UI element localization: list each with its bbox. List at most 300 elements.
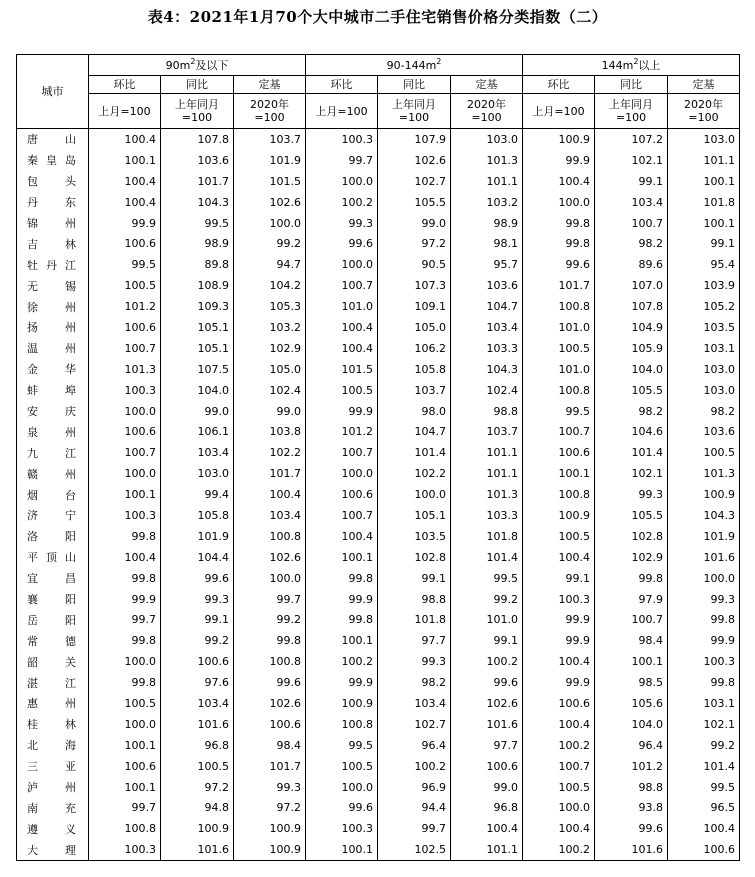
index-value: 99.6 <box>523 254 595 275</box>
index-value: 101.1 <box>451 839 523 860</box>
index-value: 105.5 <box>378 192 451 213</box>
index-value: 99.8 <box>523 213 595 234</box>
index-value: 100.0 <box>523 192 595 213</box>
city-name: 泉州 <box>17 421 89 442</box>
index-value: 94.8 <box>161 798 234 819</box>
index-value: 101.8 <box>668 192 740 213</box>
index-value: 100.7 <box>89 442 161 463</box>
index-value: 105.0 <box>234 359 306 380</box>
table-row <box>17 484 740 505</box>
table-row <box>17 651 740 672</box>
index-value: 99.5 <box>161 213 234 234</box>
base-header-line: 2020年 <box>467 98 506 111</box>
index-value: 99.8 <box>89 672 161 693</box>
index-value: 103.7 <box>378 380 451 401</box>
index-value: 99.8 <box>668 672 740 693</box>
index-value: 102.2 <box>234 442 306 463</box>
index-value: 104.4 <box>161 547 234 568</box>
index-value: 101.2 <box>595 756 668 777</box>
index-value: 100.4 <box>523 714 595 735</box>
table-row <box>17 150 740 171</box>
city-name: 洛阳 <box>17 526 89 547</box>
index-value: 100.2 <box>306 192 378 213</box>
index-value: 101.6 <box>451 714 523 735</box>
index-value: 100.5 <box>523 526 595 547</box>
city-name: 包头 <box>17 171 89 192</box>
index-value: 100.4 <box>89 129 161 150</box>
index-value: 102.6 <box>378 150 451 171</box>
index-value: 100.7 <box>306 505 378 526</box>
index-value: 100.7 <box>306 442 378 463</box>
index-value: 102.1 <box>595 150 668 171</box>
index-value: 107.9 <box>378 129 451 150</box>
city-name: 韶关 <box>17 651 89 672</box>
index-value: 104.3 <box>451 359 523 380</box>
index-value: 99.1 <box>523 568 595 589</box>
index-value: 100.0 <box>234 568 306 589</box>
city-name: 徐州 <box>17 296 89 317</box>
index-value: 101.1 <box>668 150 740 171</box>
index-value: 103.0 <box>668 359 740 380</box>
index-value: 99.1 <box>451 630 523 651</box>
index-value: 101.9 <box>668 526 740 547</box>
table-row <box>17 401 740 422</box>
index-value: 99.2 <box>234 233 306 254</box>
index-value: 99.9 <box>306 672 378 693</box>
index-value: 109.3 <box>161 296 234 317</box>
index-value: 102.1 <box>595 463 668 484</box>
index-value: 95.4 <box>668 254 740 275</box>
index-value: 99.5 <box>306 735 378 756</box>
city-name: 蚌埠 <box>17 380 89 401</box>
index-value: 99.8 <box>89 526 161 547</box>
index-value: 99.7 <box>234 589 306 610</box>
index-value: 103.2 <box>234 317 306 338</box>
group-header-small: $90m^2$及以下 <box>89 55 306 76</box>
index-value: 99.3 <box>595 484 668 505</box>
index-value: 100.8 <box>523 484 595 505</box>
index-value: 99.8 <box>595 568 668 589</box>
index-value: 101.6 <box>161 714 234 735</box>
index-value: 101.8 <box>378 609 451 630</box>
index-value: 97.6 <box>161 672 234 693</box>
index-value: 100.4 <box>523 171 595 192</box>
index-value: 103.4 <box>234 505 306 526</box>
index-value: 100.3 <box>89 505 161 526</box>
city-name: 大理 <box>17 839 89 860</box>
table-row <box>17 756 740 777</box>
index-value: 99.3 <box>161 589 234 610</box>
index-value: 103.3 <box>451 505 523 526</box>
index-value: 99.9 <box>89 589 161 610</box>
city-name: 宜昌 <box>17 568 89 589</box>
index-value: 101.0 <box>523 317 595 338</box>
index-value: 100.6 <box>523 693 595 714</box>
index-value: 100.6 <box>234 714 306 735</box>
city-name: 遵义 <box>17 818 89 839</box>
index-value: 104.3 <box>668 505 740 526</box>
city-name: 吉林 <box>17 233 89 254</box>
index-value: 102.8 <box>378 547 451 568</box>
city-name: 平顶山 <box>17 547 89 568</box>
index-value: 103.4 <box>161 442 234 463</box>
base-header-line: 2020年 <box>250 98 289 111</box>
index-value: 96.8 <box>451 798 523 819</box>
index-value: 102.7 <box>378 171 451 192</box>
index-value: 100.7 <box>306 275 378 296</box>
index-value: 101.3 <box>451 484 523 505</box>
index-value: 100.0 <box>234 213 306 234</box>
base-header-line: 2020年 <box>684 98 723 111</box>
index-value: 101.3 <box>668 463 740 484</box>
index-value: 103.0 <box>161 463 234 484</box>
index-value: 100.1 <box>523 463 595 484</box>
base-header-line: 上年同月 <box>609 98 653 111</box>
index-value: 98.9 <box>451 213 523 234</box>
index-value: 105.0 <box>378 317 451 338</box>
city-name: 九江 <box>17 442 89 463</box>
index-value: 100.4 <box>451 818 523 839</box>
index-value: 103.5 <box>668 317 740 338</box>
index-value: 100.8 <box>89 818 161 839</box>
index-value: 100.5 <box>89 275 161 296</box>
index-value: 106.1 <box>161 421 234 442</box>
table-row <box>17 421 740 442</box>
index-value: 103.7 <box>451 421 523 442</box>
index-value: 94.4 <box>378 798 451 819</box>
index-value: 104.7 <box>378 421 451 442</box>
index-value: 100.2 <box>306 651 378 672</box>
city-name: 南充 <box>17 798 89 819</box>
index-value: 105.5 <box>595 380 668 401</box>
table-row <box>17 839 740 860</box>
index-value: 101.9 <box>234 150 306 171</box>
index-value: 100.0 <box>89 714 161 735</box>
index-value: 99.3 <box>668 589 740 610</box>
index-value: 100.0 <box>668 568 740 589</box>
base-header <box>161 94 234 129</box>
index-value: 101.5 <box>306 359 378 380</box>
base-header <box>523 94 595 129</box>
index-value: 107.8 <box>595 296 668 317</box>
index-value: 100.4 <box>523 547 595 568</box>
index-value: 100.4 <box>523 818 595 839</box>
table-row <box>17 359 740 380</box>
index-value: 100.0 <box>378 484 451 505</box>
city-name: 济宁 <box>17 505 89 526</box>
city-name: 北海 <box>17 735 89 756</box>
table-row <box>17 442 740 463</box>
index-value: 100.9 <box>523 129 595 150</box>
index-value: 100.1 <box>89 735 161 756</box>
index-value: 100.6 <box>668 839 740 860</box>
index-value: 98.2 <box>595 401 668 422</box>
index-value: 103.7 <box>234 129 306 150</box>
index-value: 100.7 <box>595 213 668 234</box>
index-value: 102.6 <box>451 693 523 714</box>
index-value: 103.1 <box>668 693 740 714</box>
index-value: 100.6 <box>161 651 234 672</box>
index-value: 105.8 <box>378 359 451 380</box>
index-value: 99.7 <box>378 818 451 839</box>
index-value: 100.1 <box>89 484 161 505</box>
base-header-line: 上月=100 <box>98 104 151 118</box>
index-value: 100.0 <box>306 777 378 798</box>
base-header-line: =100 <box>398 111 430 124</box>
index-value: 101.6 <box>668 547 740 568</box>
index-value: 98.5 <box>595 672 668 693</box>
index-value: 99.5 <box>89 254 161 275</box>
index-value: 100.0 <box>89 651 161 672</box>
index-value: 96.8 <box>161 735 234 756</box>
index-value: 98.4 <box>595 630 668 651</box>
group-header-medium: $90-144m^2$ <box>306 55 523 76</box>
sub-header: 环比 <box>306 76 378 94</box>
base-header-line: =100 <box>615 111 647 124</box>
base-header-line: 上月=100 <box>315 104 368 118</box>
index-value: 100.7 <box>523 756 595 777</box>
index-value: 101.0 <box>523 359 595 380</box>
index-value: 100.0 <box>89 401 161 422</box>
index-value: 96.5 <box>668 798 740 819</box>
index-value: 104.0 <box>595 359 668 380</box>
index-value: 101.8 <box>451 526 523 547</box>
index-value: 99.7 <box>89 609 161 630</box>
index-value: 96.9 <box>378 777 451 798</box>
index-value: 100.0 <box>523 798 595 819</box>
index-value: 100.5 <box>306 756 378 777</box>
table-row <box>17 233 740 254</box>
index-value: 99.8 <box>234 630 306 651</box>
table-row <box>17 693 740 714</box>
index-value: 99.8 <box>668 609 740 630</box>
city-name: 惠州 <box>17 693 89 714</box>
index-value: 100.3 <box>668 651 740 672</box>
base-header <box>306 94 378 129</box>
city-column-header: 城市 <box>17 55 89 129</box>
index-value: 100.9 <box>306 693 378 714</box>
index-value: 100.8 <box>523 380 595 401</box>
index-value: 100.4 <box>668 818 740 839</box>
index-value: 100.1 <box>306 547 378 568</box>
table-row <box>17 609 740 630</box>
index-value: 101.9 <box>161 526 234 547</box>
table-row <box>17 735 740 756</box>
index-value: 102.1 <box>668 714 740 735</box>
index-value: 105.1 <box>161 317 234 338</box>
index-value: 98.8 <box>378 589 451 610</box>
index-value: 100.0 <box>306 171 378 192</box>
index-value: 103.6 <box>668 421 740 442</box>
city-name: 烟台 <box>17 484 89 505</box>
base-header <box>595 94 668 129</box>
index-value: 103.0 <box>668 129 740 150</box>
index-value: 102.4 <box>451 380 523 401</box>
index-value: 101.4 <box>451 547 523 568</box>
index-value: 101.2 <box>306 421 378 442</box>
index-value: 99.7 <box>89 798 161 819</box>
index-value: 89.8 <box>161 254 234 275</box>
city-name: 金华 <box>17 359 89 380</box>
index-value: 99.1 <box>595 171 668 192</box>
base-header <box>89 94 161 129</box>
index-value: 99.8 <box>89 568 161 589</box>
table-row <box>17 798 740 819</box>
index-value: 93.8 <box>595 798 668 819</box>
table-row <box>17 463 740 484</box>
index-value: 102.9 <box>234 338 306 359</box>
city-name: 安庆 <box>17 401 89 422</box>
table-row <box>17 192 740 213</box>
city-name: 泸州 <box>17 777 89 798</box>
table-row <box>17 777 740 798</box>
index-value: 97.7 <box>378 630 451 651</box>
city-name: 秦皇岛 <box>17 150 89 171</box>
table-row <box>17 568 740 589</box>
index-value: 99.9 <box>306 401 378 422</box>
index-value: 99.9 <box>306 589 378 610</box>
base-header-line: =100 <box>471 111 502 124</box>
index-value: 99.8 <box>523 233 595 254</box>
index-value: 99.6 <box>161 568 234 589</box>
table-row <box>17 630 740 651</box>
base-header-line: 上年同月 <box>175 98 219 111</box>
index-value: 100.0 <box>89 463 161 484</box>
index-value: 97.7 <box>451 735 523 756</box>
index-value: 100.5 <box>523 777 595 798</box>
index-value: 101.7 <box>161 171 234 192</box>
index-value: 103.5 <box>378 526 451 547</box>
price-index-table <box>16 54 740 861</box>
index-value: 100.4 <box>306 317 378 338</box>
index-value: 101.1 <box>451 171 523 192</box>
index-value: 101.6 <box>161 839 234 860</box>
table-row <box>17 296 740 317</box>
index-value: 99.6 <box>306 233 378 254</box>
city-name: 扬州 <box>17 317 89 338</box>
index-value: 96.4 <box>378 735 451 756</box>
index-value: 99.2 <box>161 630 234 651</box>
index-value: 89.6 <box>595 254 668 275</box>
index-value: 100.6 <box>89 317 161 338</box>
index-value: 100.9 <box>234 839 306 860</box>
table-title: 表4：2021年1月70个大中城市二手住宅销售价格分类指数（二） <box>147 8 608 26</box>
table-row <box>17 338 740 359</box>
table-row <box>17 589 740 610</box>
index-value: 100.4 <box>523 651 595 672</box>
index-value: 107.0 <box>595 275 668 296</box>
index-value: 103.0 <box>668 380 740 401</box>
index-value: 94.7 <box>234 254 306 275</box>
index-value: 105.6 <box>595 693 668 714</box>
index-value: 98.9 <box>161 233 234 254</box>
index-value: 102.2 <box>378 463 451 484</box>
index-value: 101.4 <box>668 756 740 777</box>
index-value: 102.8 <box>595 526 668 547</box>
index-value: 105.1 <box>378 505 451 526</box>
index-value: 100.4 <box>306 338 378 359</box>
index-value: 100.3 <box>306 818 378 839</box>
index-value: 101.5 <box>234 171 306 192</box>
index-value: 103.4 <box>161 693 234 714</box>
index-value: 104.2 <box>234 275 306 296</box>
index-value: 100.6 <box>89 756 161 777</box>
index-value: 100.7 <box>523 421 595 442</box>
index-value: 99.9 <box>523 150 595 171</box>
index-value: 104.0 <box>161 380 234 401</box>
city-name: 赣州 <box>17 463 89 484</box>
city-name: 三亚 <box>17 756 89 777</box>
index-value: 99.0 <box>378 213 451 234</box>
index-value: 103.4 <box>451 317 523 338</box>
index-value: 100.2 <box>523 735 595 756</box>
index-value: 105.3 <box>234 296 306 317</box>
index-value: 98.0 <box>378 401 451 422</box>
index-value: 107.3 <box>378 275 451 296</box>
index-value: 97.2 <box>234 798 306 819</box>
index-value: 99.2 <box>451 589 523 610</box>
index-value: 100.3 <box>523 589 595 610</box>
index-value: 102.7 <box>378 714 451 735</box>
city-name: 襄阳 <box>17 589 89 610</box>
index-value: 103.1 <box>668 338 740 359</box>
index-value: 99.0 <box>234 401 306 422</box>
index-value: 101.6 <box>595 839 668 860</box>
index-value: 99.9 <box>523 672 595 693</box>
base-header <box>668 94 740 129</box>
index-value: 103.2 <box>451 192 523 213</box>
index-value: 101.7 <box>234 463 306 484</box>
table-row <box>17 129 740 150</box>
index-value: 100.1 <box>306 630 378 651</box>
table-row <box>17 526 740 547</box>
index-value: 99.1 <box>378 568 451 589</box>
index-value: 100.1 <box>89 150 161 171</box>
index-value: 100.7 <box>89 338 161 359</box>
index-value: 101.3 <box>451 150 523 171</box>
index-value: 104.9 <box>595 317 668 338</box>
index-value: 108.9 <box>161 275 234 296</box>
index-value: 100.1 <box>306 839 378 860</box>
table-row <box>17 505 740 526</box>
index-value: 96.4 <box>595 735 668 756</box>
index-value: 99.6 <box>234 672 306 693</box>
index-value: 99.3 <box>306 213 378 234</box>
index-value: 100.1 <box>595 651 668 672</box>
group-header-large: $144m^2$以上 <box>523 55 740 76</box>
city-name: 常德 <box>17 630 89 651</box>
base-header <box>234 94 306 129</box>
index-value: 100.1 <box>668 213 740 234</box>
table-row <box>17 275 740 296</box>
index-value: 100.9 <box>523 505 595 526</box>
sub-header: 定基 <box>234 76 306 94</box>
index-value: 97.2 <box>161 777 234 798</box>
index-value: 100.2 <box>378 756 451 777</box>
index-value: 100.2 <box>523 839 595 860</box>
index-value: 101.3 <box>89 359 161 380</box>
index-value: 103.8 <box>234 421 306 442</box>
index-value: 105.5 <box>595 505 668 526</box>
index-value: 100.6 <box>451 756 523 777</box>
index-value: 103.4 <box>595 192 668 213</box>
base-header-line: 上月=100 <box>532 104 585 118</box>
sub-header: 环比 <box>89 76 161 94</box>
index-value: 99.8 <box>306 609 378 630</box>
index-value: 99.9 <box>523 630 595 651</box>
index-value: 99.3 <box>378 651 451 672</box>
index-value: 99.8 <box>306 568 378 589</box>
